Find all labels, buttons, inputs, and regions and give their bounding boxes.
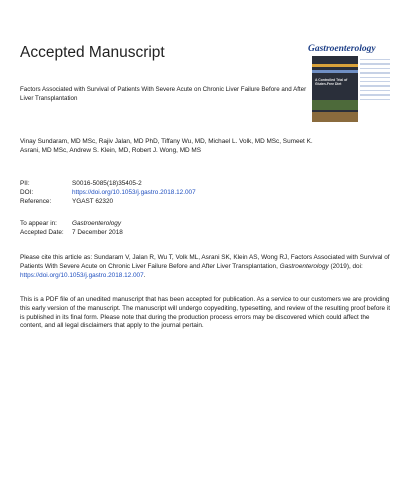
citation-end: . — [143, 271, 146, 279]
article-identifiers — [20, 180, 196, 206]
appear-in-journal: Gastroenterology — [72, 220, 122, 227]
journal-cover-image — [308, 44, 392, 124]
manuscript-notice: This is a PDF file of an unedited manuscript that has been accepted for publication. As a service to our customers we are providing this early version of the manuscript. The manuscript will undergo copyediting, typesetting, and review of the resulting proof before it is published in its final form. Please note that during the production process errors may be discovered which could affect the content, and all legal disclaimers that apply to the journal pertain. — [20, 296, 391, 330]
cover-journal-title: Gastroenterology — [308, 44, 376, 54]
reference-value: YGAST 62320 — [72, 197, 114, 205]
cover-caption: A Controlled Trial of Gluten-Free Diet — [315, 78, 348, 86]
pii-label: PII: — [20, 180, 30, 187]
citation-text: Please cite this article as: Sundaram V, Jalan R, Wu T, Volk ML, Asrani SK, Klein AS, Wong RJ, Factors Associated with Survival of Patients With Severe Acute on Chronic Liver Failure Before and After Liver Transplantation, — [20, 254, 390, 270]
publication-info — [20, 220, 123, 238]
pii-value: S0016-5085(18)35405-2 — [72, 180, 142, 187]
citation-doi-link[interactable]: https://doi.org/10.1053/j.gastro.2018.12.007 — [20, 271, 144, 279]
doi-link[interactable]: https://doi.org/10.1053/j.gastro.2018.12.007 — [72, 188, 196, 196]
author-list: Vinay Sundaram, MD MSc, Rajiv Jalan, MD PhD, Tiffany Wu, MD, Michael L. Volk, MD MSc, Sumeet K. Asrani, MD MSc, Andrew S. Klein, MD, Robert J. Wong, MD MS — [20, 138, 313, 154]
appear-in-label: To appear in: — [20, 220, 57, 227]
doi-label: DOI: — [20, 188, 34, 196]
accepted-date-value: 7 December 2018 — [72, 228, 123, 236]
reference-label: Reference: — [20, 197, 52, 205]
cover-artwork — [312, 56, 358, 122]
accepted-date-label: Accepted Date: — [20, 228, 64, 236]
citation-paragraph — [20, 254, 390, 280]
citation-year: (2019), doi: — [328, 262, 363, 270]
article-title: Factors Associated with Survival of Patients With Severe Acute on Chronic Liver Failure Before and After Liver Transplantation — [20, 86, 307, 102]
cover-contents-list — [360, 56, 390, 122]
page-heading: Accepted Manuscript — [20, 44, 165, 61]
citation-journal: Gastroenterology — [279, 262, 329, 270]
